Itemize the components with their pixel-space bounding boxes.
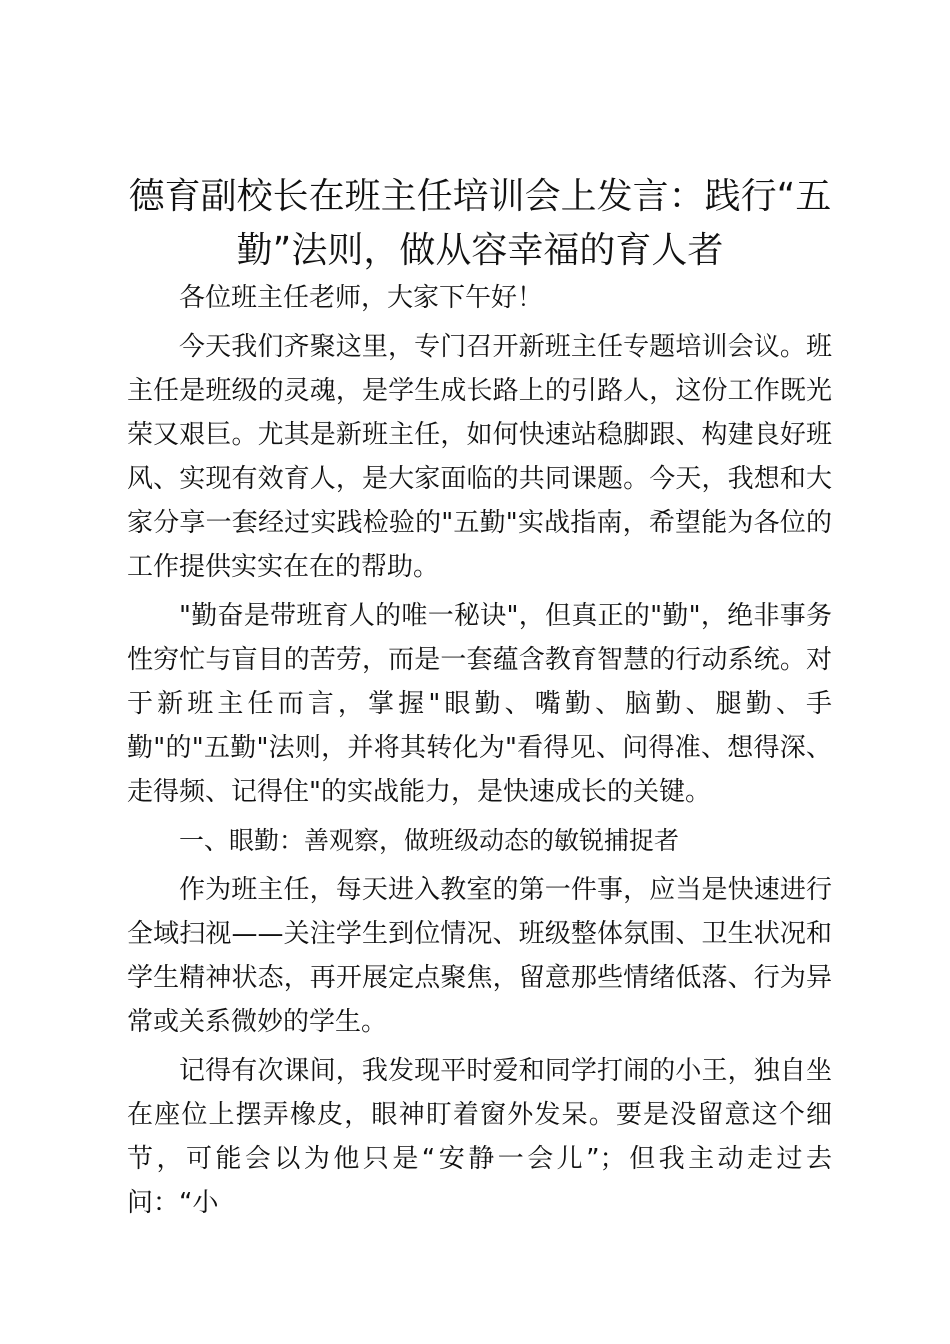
document-body: [127, 276, 832, 1230]
story-paragraph: 记得有次课间，我发现平时爱和同学打闹的小王，独自坐在座位上摆弄橡皮，眼神盯着窗外发呆。要是没留意这个细节，可能会以为他只是“安静一会儿”；但我主动走过去问：“小: [127, 1056, 832, 1218]
observation-paragraph: 作为班主任，每天进入教室的第一件事，应当是快速进行全域扫视——关注学生到位情况、班级整体氛围、卫生状况和学生精神状态，再开展定点聚焦，留意那些情绪低落、行为异常或关系微妙的学生。: [127, 875, 832, 1037]
section-heading-eye-diligence: 一、眼勤：善观察，做班级动态的敏锐捕捉者: [179, 826, 680, 855]
intro-paragraph: 今天我们齐聚这里，专门召开新班主任专题培训会议。班主任是班级的灵魂，是学生成长路上的引路人，这份工作既光荣又艰巨。尤其是新班主任，如何快速站稳脚跟、构建良好班风、实现有效育人，是大家面临的共同课题。今天，我想和大家分享一套经过实践检验的"五勤"实战指南，希望能为各位的工作提供实实在在的帮助。: [127, 332, 832, 582]
greeting-paragraph: 各位班主任老师，大家下午好！: [179, 283, 544, 313]
document-title: 德育副校长在班主任培训会上发言：践行“五勤”法则，做从容幸福的育人者: [128, 176, 832, 271]
five-diligence-paragraph: "勤奋是带班育人的唯一秘诀"，但真正的"勤"，绝非事务性穷忙与盲目的苦劳，而是一套蕴含教育智慧的行动系统。对于新班主任而言，掌握"眼勤、嘴勤、脑勤、腿勤、手勤"的"五勤"法则，并将其转化为"看得见、问得准、想得深、走得频、记得住"的实战能力，是快速成长的关键。: [127, 601, 832, 807]
